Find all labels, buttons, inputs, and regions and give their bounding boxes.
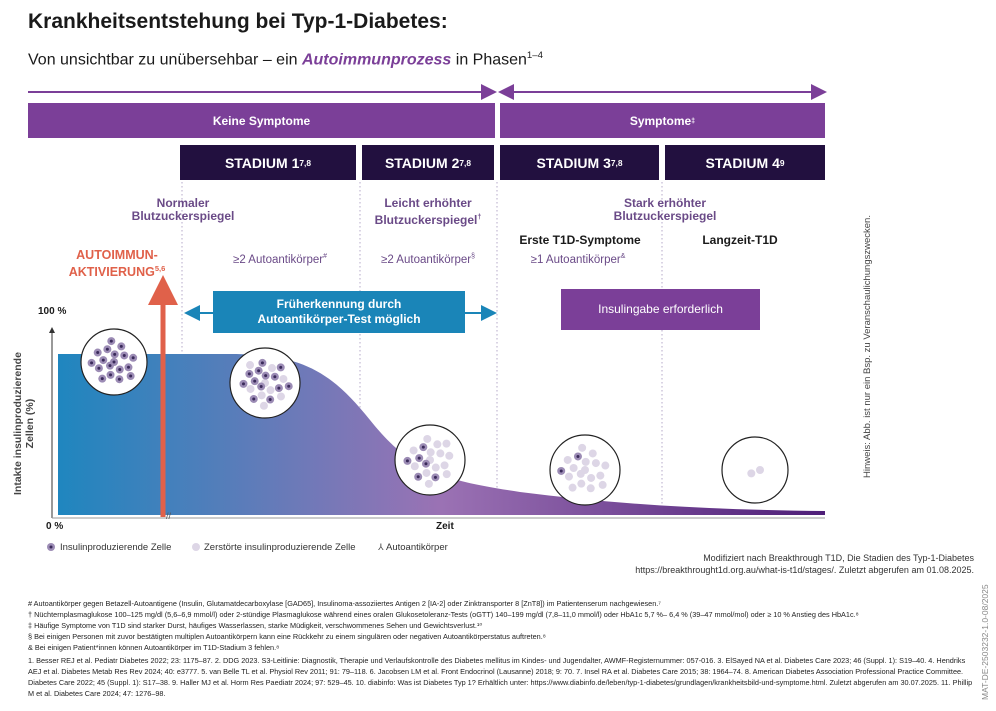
destroyed-cell bbox=[569, 484, 577, 492]
destroyed-cell bbox=[747, 469, 755, 477]
legend-destroyed: Zerstörte insulinproduzierende Zelle bbox=[204, 542, 356, 553]
document-code: MAT-DE-2503232-1.0-08/2025 bbox=[980, 584, 990, 700]
cell-nucleus bbox=[277, 387, 280, 390]
footnote: # Autoantikörper gegen Betazell-Autoantigene (Insulin, Glutamatdecarboxylase [GAD65], Insulinoma-assoziiertes Antigen 2 [IA-2] oder Zinktransporter 8 [ZnT8]) im Patientenserum nachgewiesen.⁷ bbox=[28, 599, 661, 608]
cell-nucleus bbox=[434, 476, 437, 479]
destroyed-cell bbox=[756, 466, 764, 474]
ab-s1-sup: # bbox=[323, 253, 327, 260]
footnote: † Nüchternplasmaglukose 100–125 mg/dl (5,6–6,9 mmol/l) oder 2-stündige Plasmaglukose während eines oralen Glukosetoleranz-Tests (oGTT) 140–199 mg/dl (7,8–11,0 mmol/l) oder HbA1c 5,7 %– 6,4 % (39–47 mmol/mol) oder ≥ 10 % Anstieg des HbA1c.⁸ bbox=[28, 610, 859, 619]
cell-nucleus bbox=[264, 374, 267, 377]
destroyed-cell bbox=[570, 464, 578, 472]
autoimmune-activation-label bbox=[69, 248, 166, 279]
y-axis-max: 100 % bbox=[38, 306, 67, 317]
cell-nucleus bbox=[101, 377, 104, 380]
long-term-t1d: Langzeit-T1D bbox=[702, 233, 778, 247]
footnote: § Bei einigen Personen mit zuvor bestätigten multiplen Autoantikörpern kann eine Rückkehr zu einem singulären oder negativen Autoantikörperstatus auftreten.⁸ bbox=[28, 632, 546, 641]
stage-2-sup: 7,8 bbox=[459, 157, 472, 168]
destroyed-cell bbox=[433, 440, 441, 448]
cell-nucleus bbox=[97, 367, 100, 370]
destroyed-cell bbox=[592, 459, 600, 467]
cell-nucleus bbox=[110, 340, 113, 343]
y-label-l2: Zellen (%) bbox=[24, 398, 36, 449]
glucose-high-l2: Blutzuckerspiegel bbox=[613, 209, 717, 223]
stage-3-label: STADIUM 3 bbox=[536, 154, 611, 171]
ab-s3-sup: & bbox=[620, 253, 626, 260]
cell-nucleus bbox=[269, 398, 272, 401]
cell-nucleus bbox=[106, 348, 109, 351]
stage-1-sup: 7,8 bbox=[299, 157, 312, 168]
destroyed-cell bbox=[268, 364, 276, 372]
destroyed-cell bbox=[277, 392, 285, 400]
footnote: ‡ Häufige Symptome von T1D sind starker Durst, häufiges Wasserlassen, starke Müdigkeit, verschwommenes Sehen und Gewichtsverlust.¹⁰ bbox=[28, 621, 483, 630]
y-axis-label bbox=[12, 352, 36, 495]
source-l1: Modifiziert nach Breakthrough T1D, Die Stadien des Typ-1-Diabetes bbox=[703, 553, 974, 563]
destroyed-cell bbox=[587, 484, 595, 492]
antibodies-stage-2 bbox=[381, 253, 475, 266]
destroyed-cell bbox=[423, 435, 431, 443]
cell-nucleus bbox=[248, 372, 251, 375]
cell-nucleus bbox=[418, 457, 421, 460]
cell-nucleus bbox=[257, 369, 260, 372]
cell-nucleus bbox=[118, 368, 121, 371]
destroyed-cell bbox=[445, 452, 453, 460]
cell-nucleus bbox=[560, 469, 563, 472]
y-label-l1: Intakte insulinproduzierende bbox=[12, 352, 24, 495]
cell-nucleus bbox=[417, 475, 420, 478]
stage-2 bbox=[362, 145, 494, 180]
ab-s1-label: ≥2 Autoantikörper bbox=[233, 253, 324, 266]
phase-symptoms-label: Symptome bbox=[629, 113, 692, 128]
insulin-required-box: Insulingabe erforderlich bbox=[561, 289, 760, 330]
cell-cluster bbox=[722, 437, 788, 503]
destroyed-cell bbox=[425, 480, 433, 488]
source-l2: https://breakthrought1d.org.au/what-is-t1d/stages/. Zuletzt abgerufen am 01.08.2025. bbox=[635, 565, 974, 575]
destroyed-cell bbox=[577, 480, 585, 488]
phase-symptoms bbox=[500, 103, 825, 138]
cell-nucleus bbox=[273, 375, 276, 378]
glucose-normal-l2: Blutzuckerspiegel bbox=[131, 209, 235, 223]
early-l2: Autoantikörper-Test möglich bbox=[257, 312, 421, 326]
references: 1. Besser REJ et al. Pediatr Diabetes 2022; 23: 1175–87. 2. DDG 2023. S3-Leitlinie: Diagnostik, Therapie und Verlaufskontrolle des Diabetes mellitus im Kindes- und Jugendalter, AWMF-Registernummer: 057-016. 3. ElSayed NA et al. Diabetes Care 2023; 46 (Suppl. 1): S19–40. 4. Hendriks AEJ et al. Diabetes Metab Res Rev 2024; 40: e3777. 5. van Belle TL et al. Physiol Rev 2011; 91: 79–118. 6. Jacobsen LM et al. Front Endocrinol (Lausanne) 2018; 9: 70. 7. Insel RA et al. Diabetes Care 2015; 38: 1964–74. 8. American Diabetes Association Professional Practice Committee. Diabetes Care 2022; 45 (Suppl. 1): S17–38. 9. Haller MJ et al. Horm Res Paediatr 2024; 97: 529–45. 10. diabinfo: Was ist Diabetes Typ 1? Erhältlich unter: https://www.diabinfo.de/leben/typ-1-diabetes/grundlagen/krankheitsbild-und-symptome.html. Zuletzt abgerufen am 30.07.2025. 11. Phillip M et al. Diabetes Care 2024; 47: 1276–98. bbox=[28, 656, 973, 698]
antibodies-stage-3 bbox=[531, 253, 626, 266]
ab-s3-label: ≥1 Autoantikörper bbox=[530, 253, 621, 266]
cell-nucleus bbox=[260, 385, 263, 388]
footnote: & Bei einigen Patient*innen können Autoantikörper im T1D-Stadium 3 fehlen.⁸ bbox=[28, 643, 280, 652]
source-note bbox=[635, 552, 974, 576]
destroyed-cell bbox=[267, 386, 275, 394]
destroyed-cell bbox=[578, 444, 586, 452]
cell-nucleus bbox=[108, 364, 111, 367]
phase-no-symptoms: Keine Symptome bbox=[28, 103, 495, 138]
page-title: Krankheitsentstehung bei Typ-1-Diabetes: bbox=[28, 10, 448, 33]
destroyed-cell bbox=[565, 473, 573, 481]
svg-text:⅄: ⅄ bbox=[378, 542, 384, 552]
stage-4-label: STADIUM 4 bbox=[705, 154, 780, 171]
x-axis-label: Zeit bbox=[436, 521, 454, 532]
destroyed-cell bbox=[599, 481, 607, 489]
destroyed-cell bbox=[410, 446, 418, 454]
destroyed-cell bbox=[427, 448, 435, 456]
stage-1-label: STADIUM 1 bbox=[224, 154, 300, 171]
destroyed-cell bbox=[423, 469, 431, 477]
stage-4-sup: 9 bbox=[779, 157, 785, 168]
glucose-mild-sup: † bbox=[477, 212, 482, 221]
autoimmune-l1: AUTOIMMUN- bbox=[76, 248, 158, 262]
destroyed-cell bbox=[246, 361, 254, 369]
legend-antibody: Autoantikörper bbox=[386, 542, 448, 553]
cell-nucleus bbox=[102, 359, 105, 362]
stage-3 bbox=[500, 145, 659, 180]
cell-nucleus bbox=[576, 455, 579, 458]
stage-1 bbox=[180, 145, 356, 180]
y-axis-min: 0 % bbox=[46, 521, 64, 532]
glucose-mild-l2: Blutzuckerspiegel bbox=[374, 213, 478, 227]
first-symptoms: Erste T1D-Symptome bbox=[519, 233, 641, 247]
cell-nucleus bbox=[96, 351, 99, 354]
ab-s2-label: ≥2 Autoantikörper bbox=[381, 253, 472, 266]
glucose-normal bbox=[132, 197, 235, 223]
destroyed-cell bbox=[258, 391, 266, 399]
destroyed-cell bbox=[596, 472, 604, 480]
antibodies-stage-1 bbox=[233, 253, 327, 266]
destroyed-cell bbox=[443, 470, 451, 478]
illustration-note: Hinweis: Abb. ist nur ein Bsp. zu Veranschaulichungszwecken. bbox=[862, 215, 873, 478]
glucose-mild-l1: Leicht erhöhter bbox=[384, 196, 472, 210]
autoimmune-l2: AKTIVIERUNG bbox=[68, 265, 155, 280]
cell-nucleus bbox=[422, 446, 425, 449]
destroyed-cell bbox=[260, 402, 268, 410]
destroyed-cell bbox=[442, 440, 450, 448]
cell-nucleus bbox=[287, 385, 290, 388]
stage-4 bbox=[665, 145, 825, 180]
ab-s2-sup: § bbox=[471, 253, 475, 260]
legend-intact: Insulinproduzierende Zelle bbox=[60, 542, 172, 553]
phase-symptoms-sup: ‡ bbox=[691, 116, 696, 125]
cell-nucleus bbox=[127, 366, 130, 369]
destroyed-cell bbox=[436, 449, 444, 457]
destroyed-cell bbox=[601, 462, 609, 470]
axis-break: // bbox=[166, 511, 172, 521]
cell-nucleus bbox=[261, 361, 264, 364]
destroyed-cell bbox=[577, 470, 585, 478]
destroyed-cell bbox=[441, 461, 449, 469]
cell-nucleus bbox=[132, 356, 135, 359]
early-l1: Früherkennung durch bbox=[276, 297, 402, 311]
cell-nucleus bbox=[123, 354, 126, 357]
cell-nucleus bbox=[252, 397, 255, 400]
early-detection-box bbox=[213, 291, 465, 333]
cell-nucleus bbox=[279, 366, 282, 369]
glucose-high bbox=[614, 197, 717, 223]
destroyed-cell bbox=[582, 458, 590, 466]
cell-nucleus bbox=[424, 462, 427, 465]
cell-nucleus bbox=[109, 373, 112, 376]
subtitle-sup: 1–4 bbox=[526, 50, 543, 61]
destroyed-cell bbox=[587, 474, 595, 482]
cell-nucleus bbox=[118, 378, 121, 381]
subtitle-text-end: in Phasen bbox=[451, 51, 527, 69]
cell-nucleus bbox=[406, 459, 409, 462]
cell-nucleus bbox=[120, 345, 123, 348]
cell-nucleus bbox=[129, 375, 132, 378]
destroyed-cell bbox=[564, 456, 572, 464]
subtitle-emphasis: Autoimmunprozess bbox=[301, 51, 452, 69]
destroyed-cell bbox=[247, 385, 255, 393]
destroyed-cell bbox=[432, 464, 440, 472]
glucose-mild bbox=[375, 197, 482, 227]
stage-2-label: STADIUM 2 bbox=[384, 154, 460, 171]
cell-nucleus bbox=[242, 382, 245, 385]
glucose-normal-l1: Normaler bbox=[156, 196, 210, 210]
cell-nucleus bbox=[253, 380, 256, 383]
destroyed-cell bbox=[411, 462, 419, 470]
stage-3-sup: 7,8 bbox=[610, 157, 623, 168]
glucose-high-l1: Stark erhöhter bbox=[623, 196, 707, 210]
subtitle-text: Von unsichtbar zu unübersehbar – ein bbox=[28, 51, 302, 69]
cell-nucleus bbox=[113, 353, 116, 356]
destroyed-cell bbox=[279, 375, 287, 383]
autoimmune-sup: 5,6 bbox=[154, 264, 166, 273]
destroyed-cell bbox=[589, 449, 597, 457]
cell-nucleus bbox=[90, 361, 93, 364]
